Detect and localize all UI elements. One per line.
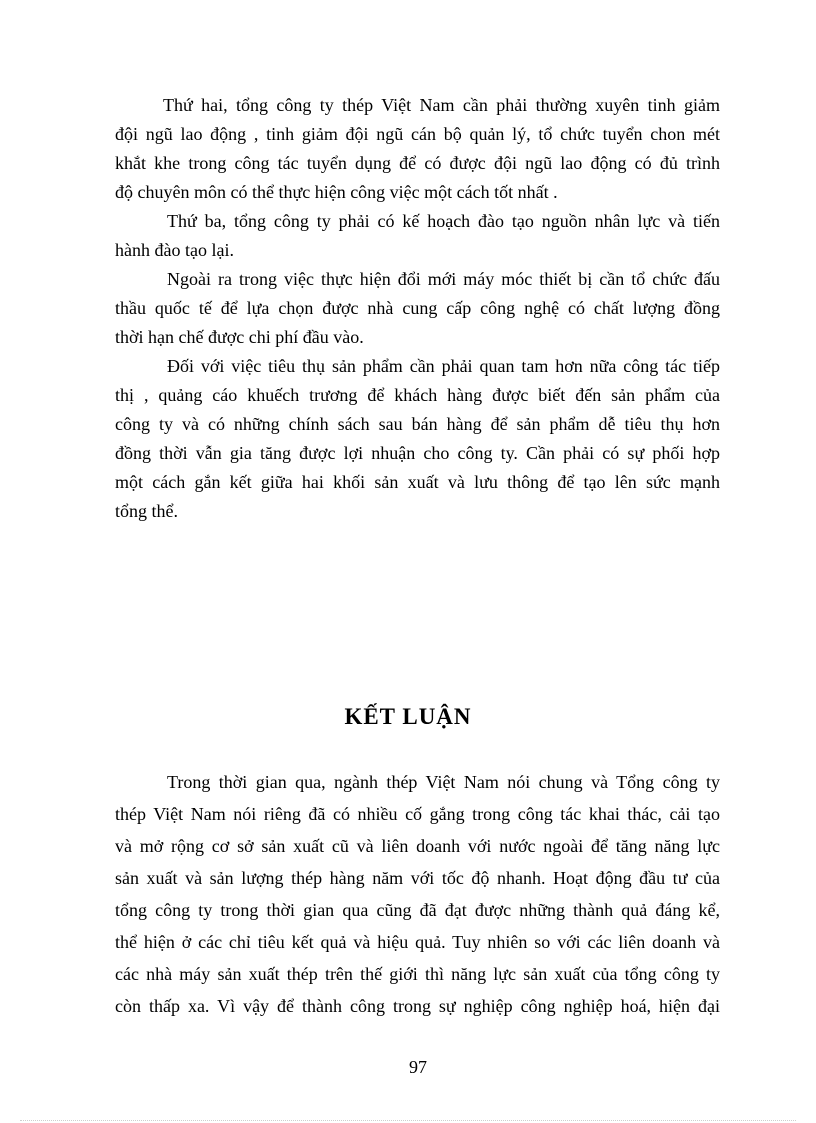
text-line: khắt khe trong công tác tuyển dụng để có được đội ngũ lao động có đủ trình	[115, 153, 720, 173]
text-line: các nhà máy sản xuất thép trên thế giới thì năng lực sản xuất của tổng công ty	[115, 964, 720, 984]
text-line: thời hạn chế được chi phí đầu vào.	[115, 327, 364, 347]
text-line: tổng công ty trong thời gian qua cũng đã đạt được những thành quả đáng kể,	[115, 900, 720, 920]
text-line: Đối với việc tiêu thụ sản phẩm cần phải quan tam hơn nữa công tác tiếp	[167, 356, 720, 376]
text-line: thép Việt Nam nói riêng đã có nhiều cố gắng trong công tác khai thác, cải tạo	[115, 804, 720, 824]
page-bottom-divider	[20, 1120, 796, 1121]
text-line: thị , quảng cáo khuếch trương để khách hàng được biết đến sản phẩm của	[115, 385, 720, 405]
text-line: và mở rộng cơ sở sản xuất cũ và liên doanh với nước ngoài để tăng năng lực	[115, 836, 720, 856]
text-line: đồng thời vẫn gia tăng được lợi nhuận cho công ty. Cần phải có sự phối hợp	[115, 443, 720, 463]
text-line: thầu quốc tế để lựa chọn được nhà cung cấp công nghệ có chất lượng đồng	[115, 298, 720, 318]
text-line: Thứ hai, tổng công ty thép Việt Nam cần phải thường xuyên tinh giảm	[163, 95, 720, 115]
text-line: Thứ ba, tổng công ty phải có kế hoạch đào tạo nguồn nhân lực và tiến	[167, 211, 720, 231]
text-line: tổng thể.	[115, 501, 178, 521]
text-line: đội ngũ lao động , tinh giảm đội ngũ cán bộ quản lý, tổ chức tuyển chon mét	[115, 124, 720, 144]
text-line: độ chuyên môn có thể thực hiện công việc một cách tốt nhất .	[115, 182, 558, 202]
text-line: công ty và có những chính sách sau bán hàng để sản phẩm dễ tiêu thụ hơn	[115, 414, 720, 434]
text-line: một cách gắn kết giữa hai khối sản xuất và lưu thông để tạo lên sức mạnh	[115, 472, 720, 492]
text-line: còn thấp xa. Vì vậy để thành công trong sự nghiệp công nghiệp hoá, hiện đại	[115, 996, 720, 1016]
section-heading: KẾT LUẬN	[344, 704, 472, 729]
page-number: 97	[409, 1057, 427, 1077]
text-line: hành đào tạo lại.	[115, 240, 234, 260]
text-line: thể hiện ở các chỉ tiêu kết quả và hiệu quả. Tuy nhiên so với các liên doanh và	[115, 932, 720, 952]
text-line: Trong thời gian qua, ngành thép Việt Nam nói chung và Tổng công ty	[167, 772, 720, 792]
text-line: sản xuất và sản lượng thép hàng năm với tốc độ nhanh. Hoạt động đầu tư của	[115, 868, 720, 888]
text-line: Ngoài ra trong việc thực hiện đổi mới máy móc thiết bị cần tổ chức đấu	[167, 269, 720, 289]
